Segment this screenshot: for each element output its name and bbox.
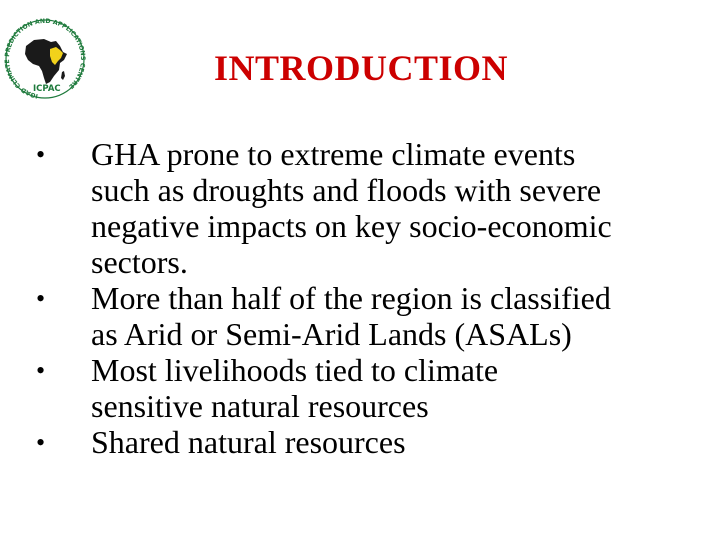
bullet-2-line-2: as Arid or Semi-Arid Lands (ASALs) xyxy=(91,316,572,352)
slide-title-container xyxy=(0,44,720,92)
bullet-list xyxy=(0,136,720,460)
bullet-item-4 xyxy=(0,424,720,460)
bullet-1-line-3: negative impacts on key socio-economic xyxy=(91,208,612,244)
slide-title: INTRODUCTION xyxy=(213,48,509,88)
bullet-1-line-1: GHA prone to extreme climate events xyxy=(91,136,576,172)
bullet-dot-icon: • xyxy=(36,284,46,313)
bullet-2-line-1: More than half of the region is classified xyxy=(91,280,611,316)
bullet-1-line-4: sectors. xyxy=(91,244,188,280)
logo-label: ICPAC xyxy=(33,84,61,94)
bullet-dot-icon: • xyxy=(36,428,46,457)
bullet-3-line-2: sensitive natural resources xyxy=(91,388,429,424)
bullet-1-line-2: such as droughts and floods with severe xyxy=(91,172,602,208)
bullet-dot-icon: • xyxy=(36,140,46,169)
logo-ring-text: IGAD CLIMATE PREDICTION AND APPLICATIONS CENTRE xyxy=(4,17,86,100)
bullet-item-2 xyxy=(0,280,720,352)
bullet-4-line-1: Shared natural resources xyxy=(91,424,406,460)
bullet-3-line-1: Most livelihoods tied to climate xyxy=(91,352,499,388)
bullet-dot-icon: • xyxy=(36,356,46,385)
bullet-item-3 xyxy=(0,352,720,424)
bullet-item-1 xyxy=(0,136,720,280)
